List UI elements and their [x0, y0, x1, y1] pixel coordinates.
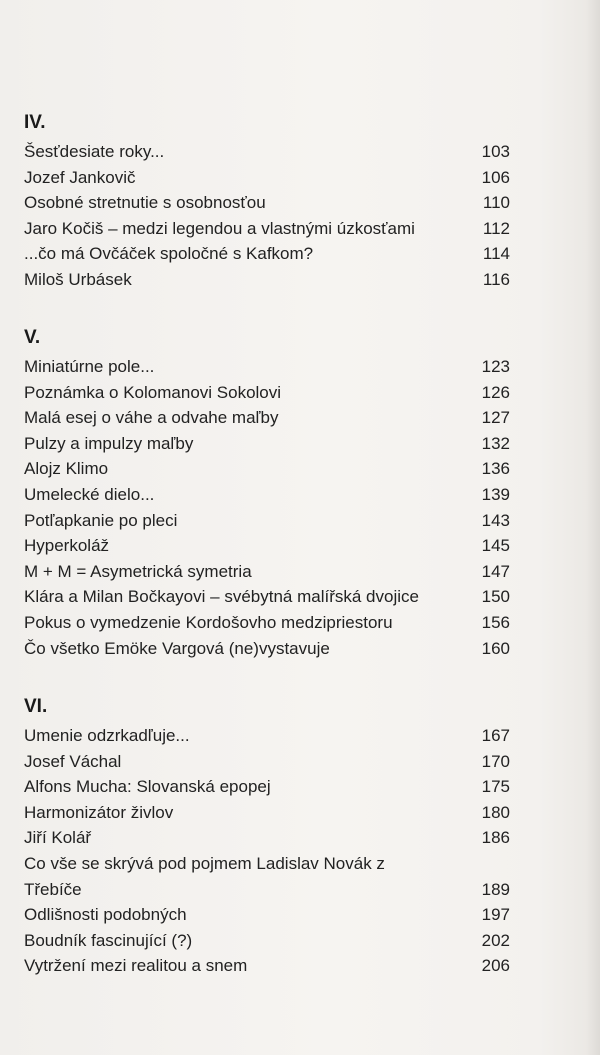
toc-entry — [24, 953, 510, 979]
entry-page-number: 116 — [482, 269, 510, 289]
entry-title: Miloš Urbásek — [24, 269, 132, 289]
entry-page-number: 145 — [481, 536, 510, 556]
toc-section-vi — [24, 696, 510, 979]
entry-title: Osobné stretnutie s osobnosťou — [24, 193, 266, 213]
toc-entry — [24, 749, 510, 775]
entry-title: Jozef Jankovič — [24, 167, 136, 187]
toc-section-v — [24, 327, 510, 661]
section-heading: IV. — [24, 112, 46, 133]
toc-entry — [24, 723, 510, 749]
entry-title: Umelecké dielo... — [24, 484, 155, 504]
entry-title: Šesťdesiate roky... — [24, 142, 165, 161]
entry-page-number: 206 — [481, 956, 510, 976]
entry-title: ...čo má Ovčáček spoločné s Kafkom? — [24, 244, 314, 264]
entry-page-number: 106 — [481, 167, 510, 187]
toc-entry — [24, 482, 510, 508]
entry-page-number: 156 — [481, 612, 510, 632]
entry-title: Hyperkoláž — [24, 536, 110, 556]
toc-entry — [24, 508, 510, 534]
entry-title: M + M = Asymetrická symetria — [24, 561, 252, 581]
entry-page-number: 126 — [481, 382, 510, 402]
entry-page-number: 143 — [481, 510, 510, 530]
entry-title: Odlišnosti podobných — [24, 905, 187, 925]
entry-title: Jaro Kočiš – medzi legendou a vlastnými úzkosťami — [24, 218, 415, 238]
toc-entry — [24, 241, 510, 267]
toc-entry — [24, 431, 510, 457]
toc-entry — [24, 165, 510, 191]
entry-page-number: 147 — [481, 561, 510, 581]
toc-entry — [24, 825, 510, 851]
entry-title: Vytržení mezi realitou a snem — [24, 956, 248, 976]
entry-title: Čo všetko Emöke Vargová (ne)vystavuje — [24, 638, 330, 658]
section-heading: V. — [24, 327, 41, 348]
entry-page-number: 202 — [481, 930, 510, 950]
entry-title: Umenie odzrkadľuje... — [24, 726, 190, 745]
entry-page-number: 132 — [481, 433, 510, 453]
entry-page-number: 175 — [481, 777, 510, 797]
toc-entry — [24, 584, 510, 610]
page-edge-shadow — [586, 0, 600, 1055]
entry-page-number: 197 — [481, 905, 510, 925]
entry-title: Pulzy a impulzy maľby — [24, 433, 194, 453]
entry-title: Miniatúrne pole... — [24, 357, 155, 376]
entry-page-number: 160 — [481, 638, 510, 658]
toc-entry — [24, 354, 510, 380]
entry-page-number: 112 — [482, 218, 510, 238]
toc-entry — [24, 610, 510, 636]
entry-title: Potľapkanie po pleci — [24, 510, 178, 530]
entry-title: Alojz Klimo — [24, 459, 109, 479]
toc-entry — [24, 267, 510, 293]
entry-title: Klára a Milan Bočkayovi – svébytná malířská dvojice — [24, 587, 419, 607]
toc-entry — [24, 559, 510, 585]
toc-entry — [24, 405, 510, 431]
entry-page-number: 139 — [481, 484, 510, 504]
entry-title: Harmonizátor živlov — [24, 802, 174, 822]
toc-entry — [24, 533, 510, 559]
entry-title: Pokus o vymedzenie Kordošovho medzipriestoru — [24, 612, 393, 632]
toc-entry — [24, 902, 510, 928]
toc-entry — [24, 190, 510, 216]
toc-entry — [24, 774, 510, 800]
toc-entry — [24, 851, 510, 902]
section-heading: VI. — [24, 696, 48, 717]
entry-title: Alfons Mucha: Slovanská epopej — [24, 777, 271, 797]
entry-title: Malá esej o váhe a odvahe maľby — [24, 408, 279, 428]
entry-title: Josef Váchal — [24, 751, 122, 771]
entry-page-number: 103 — [481, 142, 510, 161]
entry-title: Boudník fascinující (?) — [24, 930, 193, 950]
entry-page-number: 189 — [481, 879, 510, 899]
entry-title: Poznámka o Kolomanovi Sokolovi — [24, 382, 282, 402]
toc-entry — [24, 456, 510, 482]
toc-entry — [24, 380, 510, 406]
entry-page-number: 123 — [481, 357, 510, 376]
toc-entry — [24, 216, 510, 242]
toc-entry — [24, 636, 510, 662]
entry-page-number: 167 — [481, 726, 510, 745]
toc-section-iv — [24, 112, 510, 293]
entry-page-number: 150 — [481, 587, 510, 607]
toc-entry — [24, 928, 510, 954]
entry-page-number: 114 — [482, 244, 510, 264]
entry-page-number: 186 — [481, 828, 510, 848]
toc-entry — [24, 800, 510, 826]
entry-page-number: 180 — [481, 802, 510, 822]
entry-title: Jiří Kolář — [24, 828, 92, 848]
entry-title: Co vše se skrývá pod pojmem Ladislav Novák z Třebíče — [24, 853, 385, 899]
toc-entry — [24, 139, 510, 165]
entry-page-number: 170 — [481, 751, 510, 771]
entry-page-number: 127 — [481, 408, 510, 428]
entry-page-number: 110 — [482, 193, 510, 213]
entry-page-number: 136 — [481, 459, 510, 479]
